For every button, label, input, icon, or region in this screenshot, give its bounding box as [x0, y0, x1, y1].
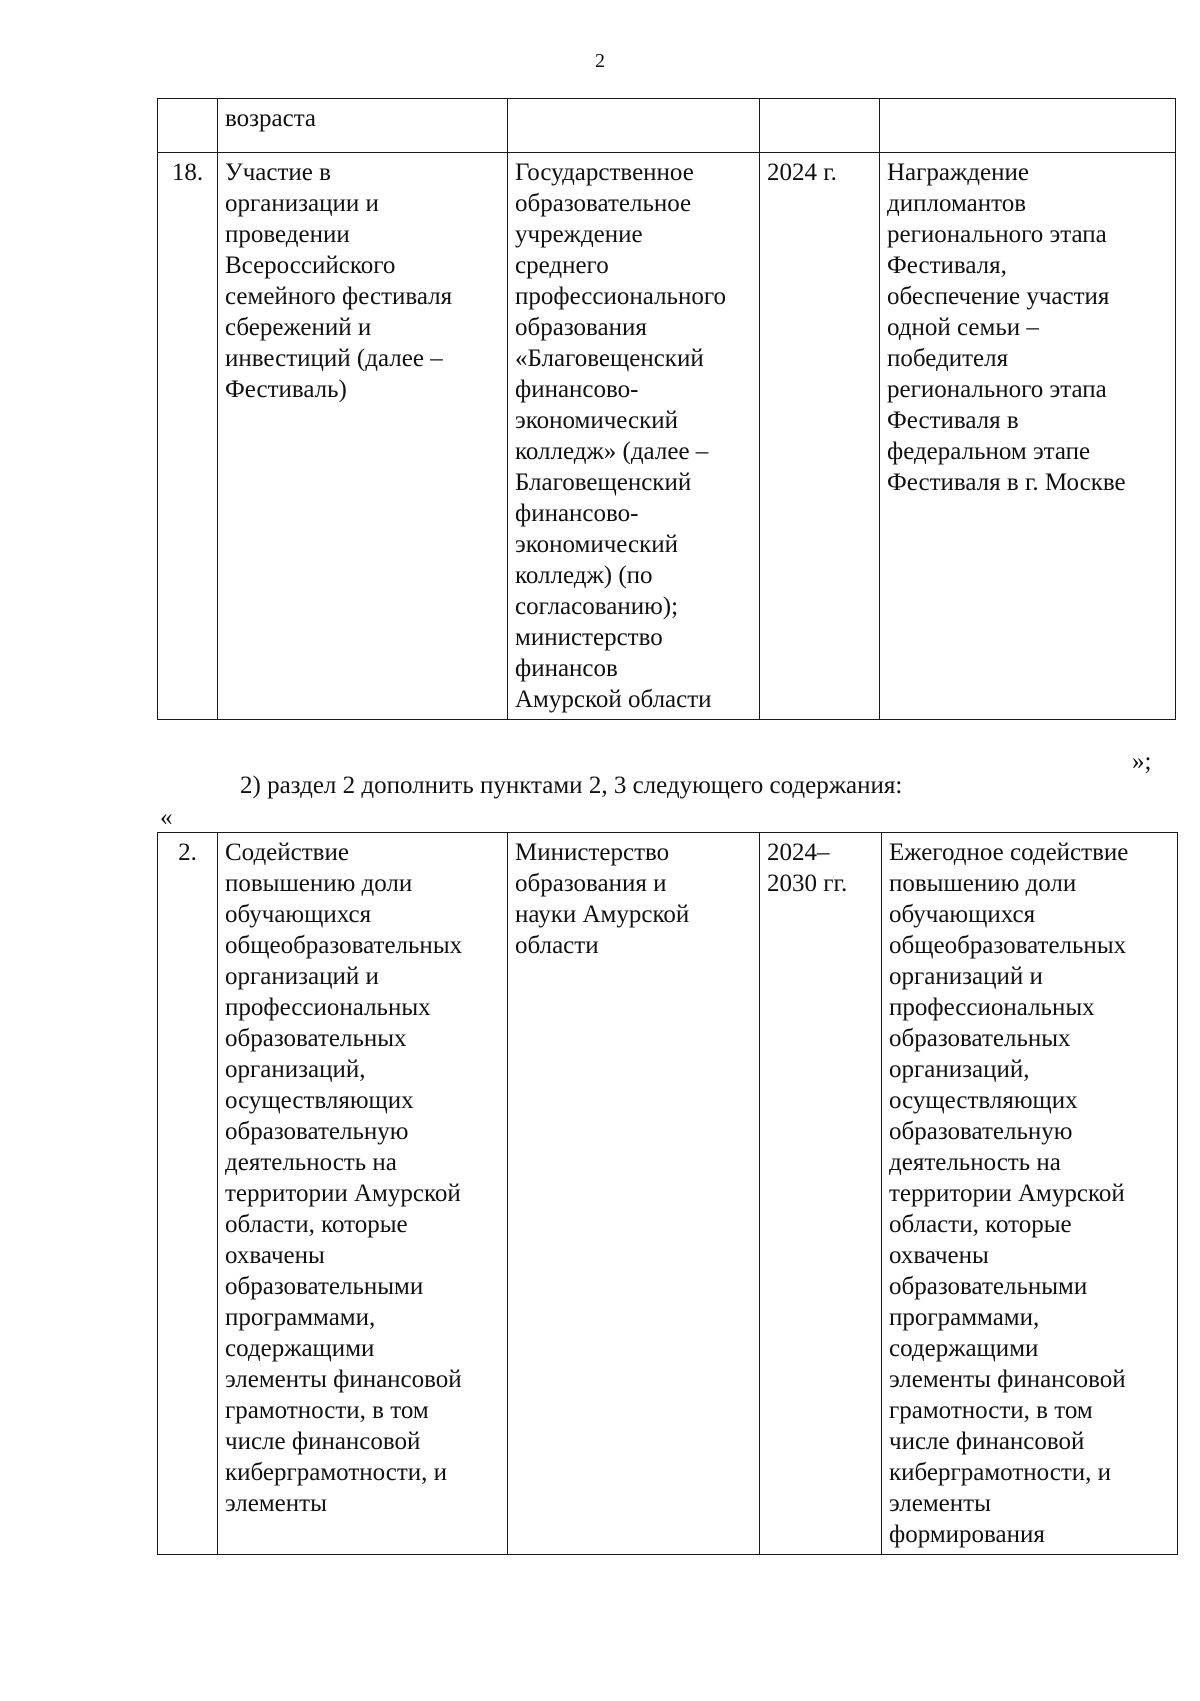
cell-text-line: победителя — [887, 345, 1009, 372]
cell-text-line: повышению доли — [225, 870, 413, 897]
cell-text-line: дипломантов — [887, 190, 1027, 217]
result-cell — [880, 99, 1176, 153]
cell-text-line: 2024 г. — [767, 159, 837, 186]
event-cell — [218, 153, 508, 720]
cell-text-line: обеспечение участия — [887, 283, 1110, 310]
cell-text-line: Фестиваля в г. Москве — [887, 469, 1126, 496]
cell-text-line: Благовещенский — [515, 469, 692, 496]
cell-text-line: Участие в — [225, 159, 331, 186]
measures-table-continued — [157, 98, 1176, 720]
cell-text-line: одной семьи – — [887, 314, 1039, 341]
cell-text-line: профессиональных — [225, 994, 431, 1021]
closing-quote-mark: »; — [1132, 748, 1152, 775]
cell-text-line: элементы — [889, 1490, 991, 1517]
result-cell — [882, 833, 1178, 1555]
cell-text-line: образования — [515, 314, 647, 341]
cell-text-line: территории Амурской — [225, 1180, 461, 1207]
cell-text-line: Фестиваля в — [887, 407, 1019, 434]
cell-text-line: организаций и — [889, 963, 1043, 990]
cell-text-line: профессиональных — [889, 994, 1095, 1021]
responsible-cell — [508, 99, 760, 153]
cell-text-line: элементы финансовой — [889, 1366, 1126, 1393]
result-cell — [880, 153, 1176, 720]
cell-text-line: финансово- — [515, 376, 639, 403]
cell-text-line: территории Амурской — [889, 1180, 1125, 1207]
table-row — [158, 99, 1176, 153]
cell-text-line: науки Амурской — [515, 901, 690, 928]
cell-text-line: регионального этапа — [887, 376, 1107, 403]
cell-text-line: 2024– — [767, 839, 830, 866]
cell-text-line: Ежегодное содействие — [889, 839, 1129, 866]
term-cell — [760, 153, 880, 720]
cell-text-line: элементы — [225, 1490, 327, 1517]
cell-text-line: обучающихся — [889, 901, 1036, 928]
responsible-cell — [508, 833, 760, 1555]
event-cell — [218, 99, 508, 153]
cell-text-line: образовательное — [515, 190, 692, 217]
cell-text-line: «Благовещенский — [515, 345, 704, 372]
cell-text-line: инвестиций (далее – — [225, 345, 443, 372]
cell-text-line: образовательную — [225, 1118, 409, 1145]
cell-text-line: профессионального — [515, 283, 726, 310]
responsible-cell — [508, 153, 760, 720]
cell-text-line: содержащими — [225, 1335, 375, 1362]
cell-text-line: обучающихся — [225, 901, 372, 928]
page-number: 2 — [595, 50, 605, 72]
cell-text-line: проведении — [225, 221, 350, 248]
cell-text-line: образовательных — [889, 1025, 1071, 1052]
cell-text-line: деятельность на — [889, 1149, 1061, 1176]
cell-text-line: среднего — [515, 252, 609, 279]
cell-text-line: организации и — [225, 190, 379, 217]
term-cell — [760, 833, 882, 1555]
cell-text-line: Награждение — [887, 159, 1029, 186]
amendment-paragraph: 2) раздел 2 дополнить пунктами 2, 3 следующего содержания: — [240, 772, 903, 799]
cell-text-line: охвачены — [225, 1242, 325, 1269]
cell-text-line: сбережений и — [225, 314, 372, 341]
cell-text-line: программами, — [225, 1304, 376, 1331]
cell-text-line: экономический — [515, 531, 679, 558]
cell-text-line: возраста — [225, 105, 317, 132]
cell-text-line: повышению доли — [889, 870, 1077, 897]
cell-text-line: федеральном этапе — [887, 438, 1091, 465]
cell-text-line: учреждение — [515, 221, 643, 248]
cell-text-line: деятельность на — [225, 1149, 397, 1176]
cell-text-line: Содействие — [225, 839, 349, 866]
cell-text-line: финансов — [515, 655, 618, 682]
cell-text-line: Всероссийского — [225, 252, 396, 279]
cell-text-line: числе финансовой — [889, 1428, 1085, 1455]
cell-text-line: семейного фестиваля — [225, 283, 453, 310]
measures-table-new-section — [157, 832, 1178, 1555]
cell-text-line: содержащими — [889, 1335, 1039, 1362]
cell-text-line: образовательную — [889, 1118, 1073, 1145]
term-cell — [760, 99, 880, 153]
opening-quote-mark: « — [160, 804, 173, 831]
table-row — [158, 833, 1178, 1555]
cell-text-line: министерство — [515, 624, 663, 651]
cell-text-line: Фестиваля, — [887, 252, 1007, 279]
row-number-cell: 18. — [158, 153, 218, 720]
cell-text-line: киберграмотности, и — [889, 1459, 1112, 1486]
table-row — [158, 153, 1176, 720]
cell-text-line: образовательных — [225, 1025, 407, 1052]
cell-text-line: области, которые — [889, 1211, 1072, 1238]
cell-text-line: грамотности, в том — [225, 1397, 429, 1424]
cell-text-line: колледж) (по — [515, 562, 653, 589]
cell-text-line: осуществляющих — [225, 1087, 414, 1114]
cell-text-line: числе финансовой — [225, 1428, 421, 1455]
cell-text-line: 2030 гг. — [767, 870, 848, 897]
cell-text-line: колледж» (далее – — [515, 438, 709, 465]
cell-text-line: общеобразовательных — [889, 932, 1127, 959]
cell-text-line: образования и — [515, 870, 667, 897]
cell-text-line: организаций, — [225, 1056, 366, 1083]
row-number-cell — [158, 99, 218, 153]
cell-text-line: организаций, — [889, 1056, 1030, 1083]
row-number-cell: 2. — [158, 833, 218, 1555]
cell-text-line: экономический — [515, 407, 679, 434]
cell-text-line: программами, — [889, 1304, 1040, 1331]
cell-text-line: Государственное — [515, 159, 694, 186]
cell-text-line: киберграмотности, и — [225, 1459, 448, 1486]
cell-text-line: области — [515, 932, 599, 959]
cell-text-line: регионального этапа — [887, 221, 1107, 248]
cell-text-line: общеобразовательных — [225, 932, 463, 959]
cell-text-line: Фестиваль) — [225, 376, 347, 403]
cell-text-line: формирования — [889, 1521, 1045, 1548]
cell-text-line: Амурской области — [515, 686, 712, 713]
cell-text-line: грамотности, в том — [889, 1397, 1093, 1424]
cell-text-line: элементы финансовой — [225, 1366, 462, 1393]
cell-text-line: финансово- — [515, 500, 639, 527]
cell-text-line: согласованию); — [515, 593, 679, 620]
cell-text-line: организаций и — [225, 963, 379, 990]
cell-text-line: образовательными — [225, 1273, 424, 1300]
cell-text-line: области, которые — [225, 1211, 408, 1238]
cell-text-line: Министерство — [515, 839, 670, 866]
event-cell — [218, 833, 508, 1555]
cell-text-line: охвачены — [889, 1242, 989, 1269]
cell-text-line: осуществляющих — [889, 1087, 1078, 1114]
cell-text-line: образовательными — [889, 1273, 1088, 1300]
